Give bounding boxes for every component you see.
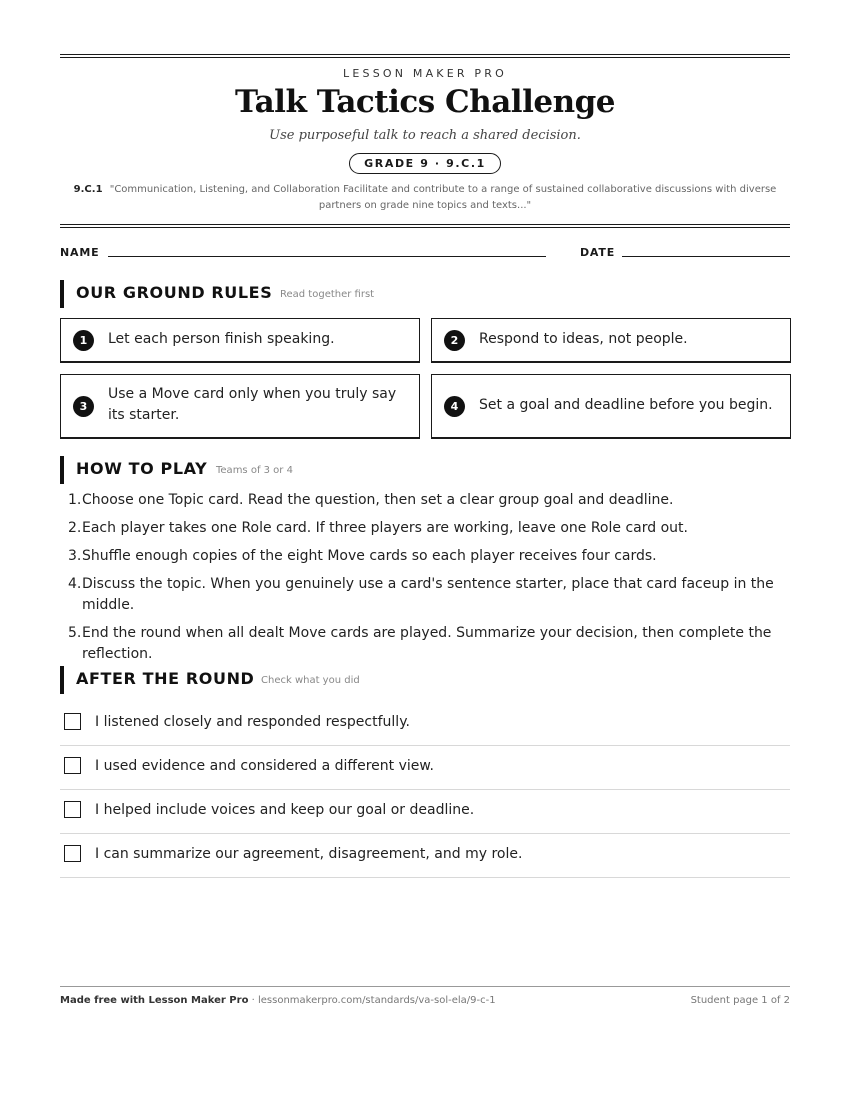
- brand-name: LESSON MAKER PRO: [343, 67, 507, 80]
- section-note: Teams of 3 or 4: [216, 465, 293, 476]
- grade-badge: GRADE 9 · 9.C.1: [349, 153, 501, 174]
- name-date-row: [60, 246, 790, 260]
- footer-made-by: Made free with Lesson Maker Pro: [60, 995, 249, 1006]
- footer-credit: [60, 995, 496, 1006]
- rule-text: Set a goal and deadline before you begin.: [479, 397, 773, 413]
- checklist-text: I listened closely and responded respectfully.: [95, 714, 410, 730]
- standard-description: [70, 182, 780, 214]
- checkbox[interactable]: [64, 713, 81, 730]
- standard-text: "Communication, Listening, and Collaboration Facilitate and contribute to a range of sustained collaborative discussions with diverse partners on grade nine topics and texts...": [109, 184, 777, 211]
- list-item: [68, 574, 790, 616]
- step-text: Choose one Topic card. Read the question, then set a clear group goal and deadline.: [82, 492, 674, 508]
- ground-rule-card: [431, 318, 791, 363]
- list-item: [68, 490, 790, 511]
- section-after-round: [60, 666, 790, 692]
- section-how-to-play: [60, 456, 790, 482]
- list-item: [68, 546, 790, 567]
- checklist-item[interactable]: [60, 789, 790, 834]
- rule-number-badge: 1: [73, 330, 94, 351]
- checkbox[interactable]: [64, 845, 81, 862]
- step-number: 3.: [68, 548, 82, 564]
- section-marker: [60, 280, 64, 308]
- play-steps-list: [68, 490, 790, 672]
- rule-number-badge: 3: [73, 396, 94, 417]
- section-marker: [60, 456, 64, 484]
- checklist-text: I helped include voices and keep our goal or deadline.: [95, 802, 475, 818]
- standard-code: 9.C.1: [73, 184, 103, 195]
- name-label: NAME: [60, 246, 100, 259]
- step-number: 1.: [68, 492, 82, 508]
- header-bottom-rule: [60, 224, 790, 228]
- ground-rule-card: [60, 374, 420, 439]
- list-item: [68, 518, 790, 539]
- step-number: 4.: [68, 576, 82, 592]
- date-label: DATE: [580, 246, 616, 259]
- checklist-item[interactable]: [60, 745, 790, 790]
- rule-number-badge: 4: [444, 396, 465, 417]
- page-subtitle: Use purposeful talk to reach a shared decision.: [269, 128, 581, 143]
- date-line[interactable]: [622, 256, 790, 257]
- section-heading: AFTER THE ROUND: [76, 669, 255, 688]
- checklist-text: I used evidence and considered a different view.: [95, 758, 434, 774]
- rule-text: Respond to ideas, not people.: [479, 331, 688, 347]
- section-heading: OUR GROUND RULES: [76, 283, 273, 302]
- step-text: Discuss the topic. When you genuinely use a card's sentence starter, place that card faceup in the middle.: [82, 576, 774, 613]
- step-text: Each player takes one Role card. If three players are working, leave one Role card out.: [82, 520, 688, 536]
- name-line[interactable]: [108, 256, 546, 257]
- grade-badge-wrap: [60, 152, 790, 174]
- section-note: Read together first: [280, 289, 375, 300]
- checklist-item[interactable]: [60, 833, 790, 878]
- checkbox[interactable]: [64, 757, 81, 774]
- header-top-rule: [60, 54, 790, 58]
- footer-rule: [60, 986, 790, 987]
- rule-text: Let each person finish speaking.: [108, 331, 335, 347]
- section-heading: HOW TO PLAY: [76, 459, 208, 478]
- rule-number-badge: 2: [444, 330, 465, 351]
- checklist-text: I can summarize our agreement, disagreement, and my role.: [95, 846, 523, 862]
- section-marker: [60, 666, 64, 694]
- section-note: Check what you did: [261, 675, 360, 686]
- ground-rule-card: [60, 318, 420, 363]
- page-title: Talk Tactics Challenge: [234, 84, 616, 120]
- checklist-item[interactable]: [60, 701, 790, 746]
- step-text: End the round when all dealt Move cards are played. Summarize your decision, then complete the reflection.: [82, 625, 772, 662]
- checkbox[interactable]: [64, 801, 81, 818]
- list-item: [68, 623, 790, 665]
- footer-page-number: Student page 1 of 2: [690, 995, 790, 1006]
- step-number: 2.: [68, 520, 82, 536]
- step-text: Shuffle enough copies of the eight Move cards so each player receives four cards.: [82, 548, 657, 564]
- footer-url[interactable]: · lessonmakerpro.com/standards/va-sol-ela/9-c-1: [248, 995, 496, 1006]
- section-ground-rules: [60, 280, 790, 306]
- step-number: 5.: [68, 625, 82, 641]
- ground-rule-card: [431, 374, 791, 439]
- rule-text: Use a Move card only when you truly say its starter.: [108, 386, 397, 423]
